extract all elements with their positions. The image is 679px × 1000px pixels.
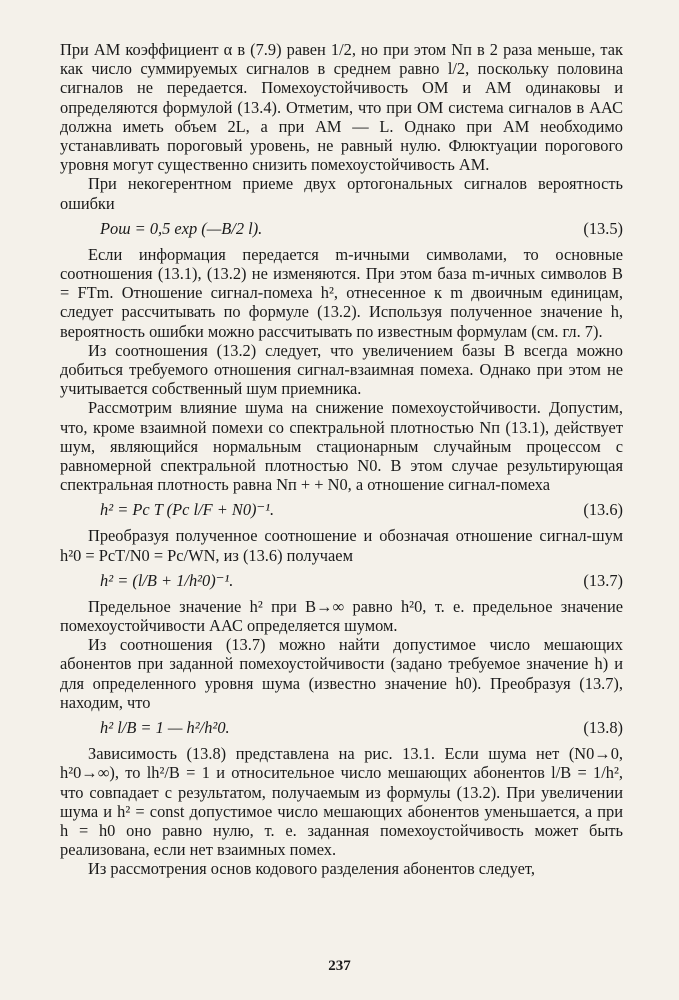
equation-number: (13.6) — [583, 500, 623, 520]
page-number: 237 — [328, 958, 351, 974]
equation-13-7 — [60, 565, 623, 597]
equation-13-5 — [60, 213, 623, 245]
paragraph-am-coefficient: При АМ коэффициент α в (7.9) равен 1/2, но при этом Nп в 2 раза меньше, так как число суммируемых сигналов в среднем равно l/2, поскольку половина сигналов не передается. Помехоустойчивость ОМ и АМ одинаковы и определяются формулой (13.4). Отметим, что при ОМ система сигналов в ААС должна иметь объем 2L, а при АМ — L. Однако при АМ необходимо устанавливать пороговый уровень, не равный нулю. Флюктуации порогового уровня могут существенно снизить помехоустойчивость АМ. — [60, 40, 623, 175]
paragraph-noncoherent: При некогерентном приеме двух ортогональных сигналов вероятность ошибки — [60, 174, 623, 213]
equation-number: (13.5) — [583, 218, 623, 238]
paragraph-noise-influence: Рассмотрим влияние шума на снижение помехоустойчивости. Допустим, что, кроме взаимной помехи со спектральной плотностью Nп (13.1), действует шум, являющийся нормальным стационарным случайным процессом с равномерной спектральной плотностью N0. В этом случае результирующая спектральная плотность равна Nп + + N0, а отношение сигнал-помеха — [60, 398, 623, 495]
paragraph-m-ary: Если информация передается m-ичными символами, то основные соотношения (13.1), (13.2) не изменяются. При этом база m-ичных символов B = FTm. Отношение сигнал-помеха h², отнесенное к m двоичным единицам, следует рассчитывать по формуле (13.2). Используя полученное значение h, вероятность ошибки можно рассчитывать по известным формулам (см. гл. 7). — [60, 244, 623, 341]
equation-formula: h² = (l/B + 1/h²0)⁻¹. — [100, 570, 234, 590]
equation-number: (13.8) — [583, 718, 623, 738]
paragraph-allowed-number: Из соотношения (13.7) можно найти допустимое число мешающих абонентов при заданной помехоустойчивости (задано требуемое значение h) и для определенного уровня шума (известно значение h0). Преобразуя (13.7), находим, что — [60, 635, 623, 712]
paragraph-code-division: Из рассмотрения основ кодового разделения абонентов следует, — [88, 859, 535, 879]
equation-formula: h² = Pc T (Pc l/F + N0)⁻¹. — [100, 500, 275, 520]
equation-13-6 — [60, 494, 623, 526]
equation-formula: h² l/B = 1 — h²/h²0. — [100, 718, 230, 738]
paragraph-base-increase: Из соотношения (13.2) следует, что увеличением базы B всегда можно добиться требуемого отношения сигнал-взаимная помеха. Однако при этом не учитывается собственный шум приемника. — [60, 340, 623, 399]
equation-number: (13.7) — [583, 570, 623, 590]
paragraph-transform: Преобразуя полученное соотношение и обозначая отношение сигнал-шум h²0 = PcT/N0 = Pc/WN, из (13.6) получаем — [60, 526, 623, 565]
paragraph-limit-value: Предельное значение h² при B→∞ равно h²0, т. е. предельное значение помехоустойчивости ААС определяется шумом. — [60, 596, 623, 636]
equation-formula: Pош = 0,5 exp (—B/2 l). — [100, 218, 263, 238]
paragraph-dependence: Зависимость (13.8) представлена на рис. 13.1. Если шума нет (N0→0, h²0→∞), то lh²/B = 1 и относительное число мешающих абонентов l/B = 1/h², что совпадает с результатом, получаемым из формулы (13.2). При увеличении шума и h² = const допустимое число мешающих абонентов уменьшается, а при h = h0 оно равно нулю, т. е. заданная помехоустойчивость может быть реализована, если нет взаимных помех. — [60, 744, 623, 860]
equation-13-8 — [60, 712, 623, 744]
